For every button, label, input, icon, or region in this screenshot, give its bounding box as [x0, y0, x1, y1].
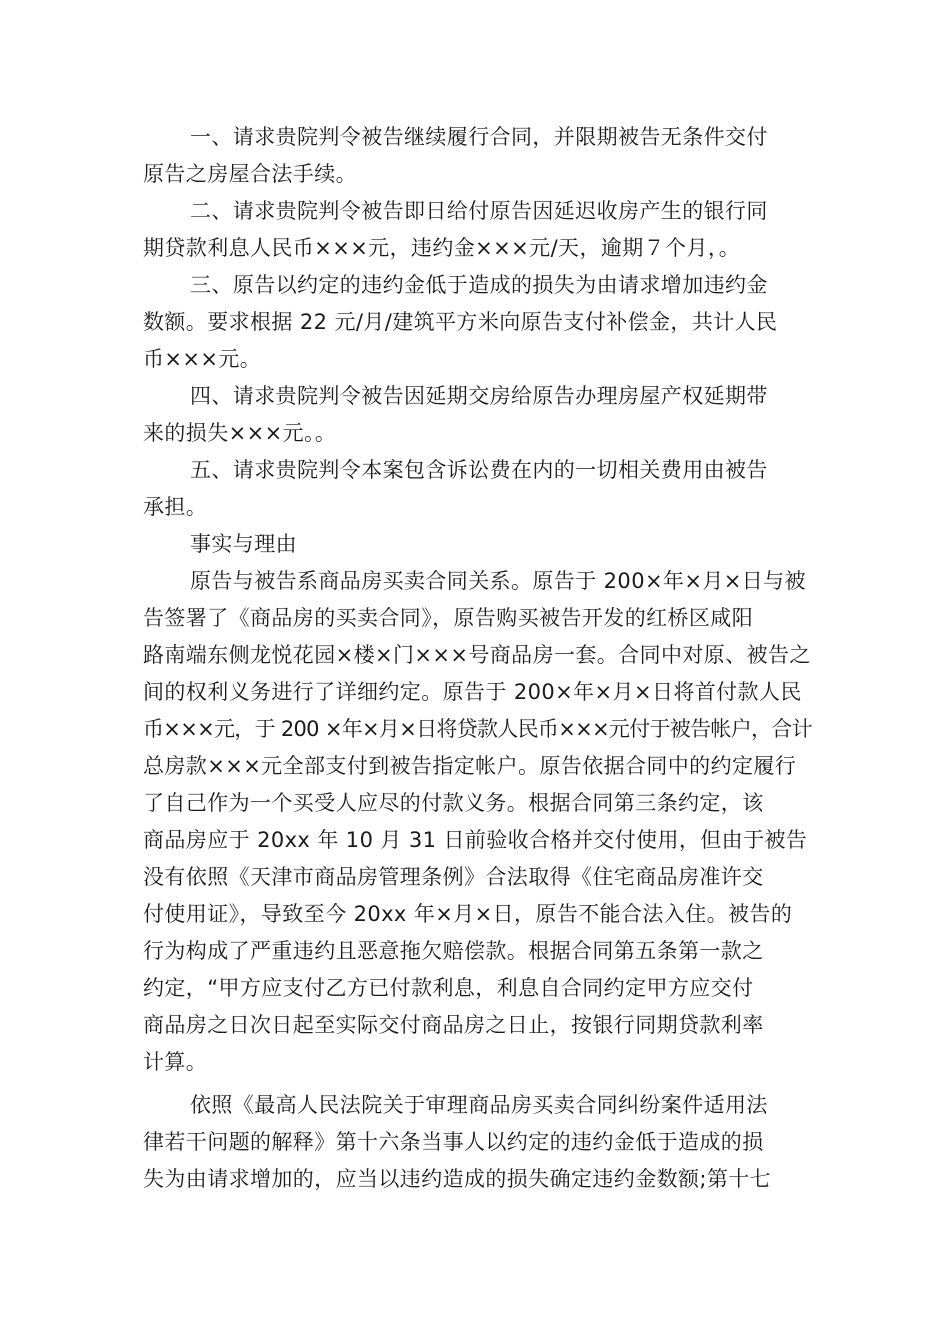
text-line: 币×××元，于 200 ×年×月×日将贷款人民币×××元付于被告帐户，合计	[143, 717, 812, 741]
text-line: 三、原告以约定的违约金低于造成的损失为由请求增加违约金	[190, 273, 768, 297]
text-line: 律若干问题的解释》第十六条当事人以约定的违约金低于造成的损	[143, 1130, 764, 1154]
text-line: 来的损失×××元。。	[143, 421, 337, 445]
text-line: 商品房应于 20xx 年 10 月 31 日前验收合格并交付使用，但由于被告	[143, 828, 808, 852]
text-line: 告签署了《商品房的买卖合同》，原告购买被告开发的红桥区咸阳	[143, 606, 754, 630]
text-line: 原告之房屋合法手续。	[143, 162, 357, 186]
text-line: 付使用证》，导致至今 20xx 年×月×日，原告不能合法入住。被告的	[143, 902, 793, 926]
text-line: 行为构成了严重违约且恶意拖欠赔偿款。根据合同第五条第一款之	[143, 939, 764, 963]
text-line: 没有依照《天津市商品房管理条例》合法取得《住宅商品房准许交	[143, 865, 764, 889]
text-line: 一、请求贵院判令被告继续履行合同，并限期被告无条件交付	[190, 125, 768, 149]
text-line: 期贷款利息人民币×××元，违约金×××元/天，逾期７个月，。	[143, 236, 741, 260]
text-line: 四、请求贵院判令被告因延期交房给原告办理房屋产权延期带	[190, 384, 768, 408]
text-line: 约定，“甲方应支付乙方已付款利息，利息自合同约定甲方应交付	[143, 976, 754, 1000]
text-line: 计算。	[143, 1050, 208, 1074]
text-line: 二、请求贵院判令被告即日给付原告因延迟收房产生的银行同	[190, 199, 768, 223]
text-line: 了自己作为一个买受人应尽的付款义务。根据合同第三条约定，该	[143, 791, 764, 815]
text-line: 数额。要求根据 22 元/月/建筑平方米向原告支付补偿金，共计人民	[143, 310, 778, 334]
text-line: 商品房之日次日起至实际交付商品房之日止，按银行同期贷款利率	[143, 1013, 764, 1037]
text-line: 五、请求贵院判令本案包含诉讼费在内的一切相关费用由被告	[190, 458, 768, 482]
text-line: 间的权利义务进行了详细约定。原告于 200×年×月×日将首付款人民	[143, 680, 802, 704]
text-line: 承担。	[143, 495, 208, 519]
section-heading: 事实与理由	[190, 532, 297, 556]
text-line: 依照《最高人民法院关于审理商品房买卖合同纠纷案件适用法	[190, 1093, 768, 1117]
text-line: 失为由请求增加的，应当以违约造成的损失确定违约金数额;第十七	[143, 1167, 772, 1191]
text-line: 路南端东侧龙悦花园×楼×门×××号商品房一套。合同中对原、被告之	[143, 643, 811, 667]
text-line: 币×××元。	[143, 347, 262, 371]
text-line: 原告与被告系商品房买卖合同关系。原告于 200×年×月×日与被	[190, 569, 806, 593]
text-line: 总房款×××元全部支付到被告指定帐户。原告依据合同中的约定履行	[143, 754, 797, 778]
